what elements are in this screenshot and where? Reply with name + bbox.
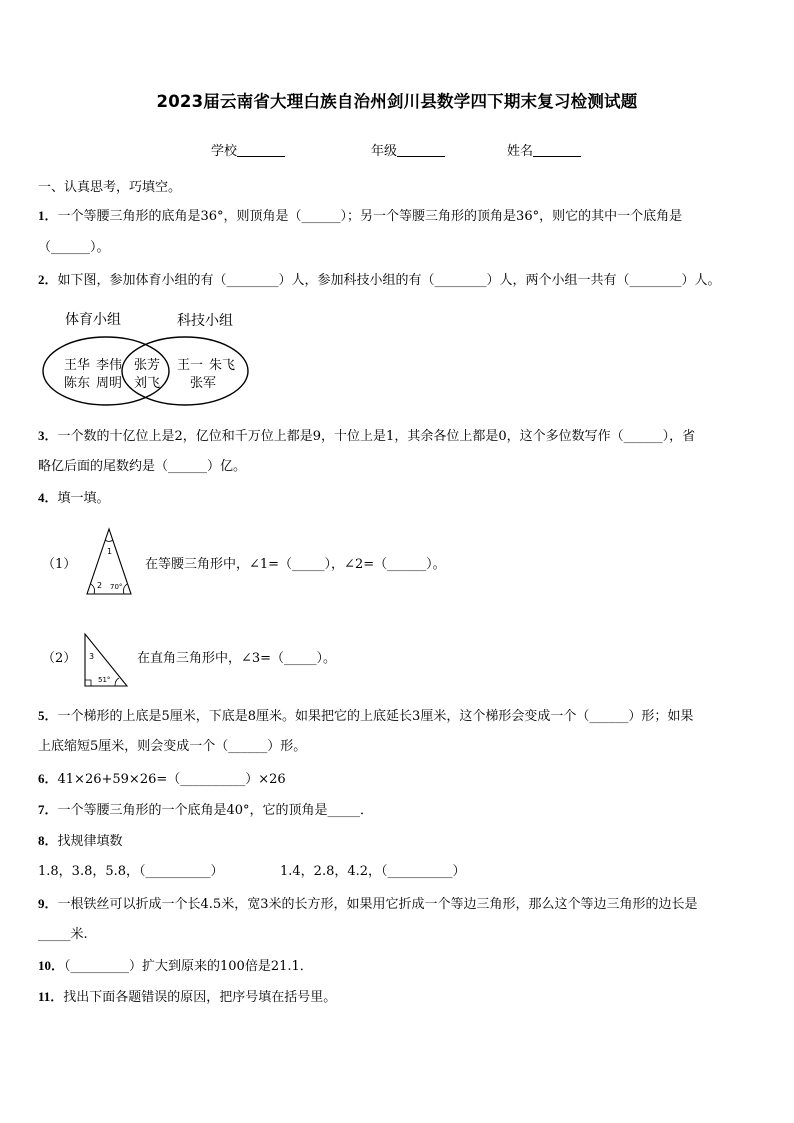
question-3-line1 <box>38 427 695 446</box>
question-number: 7． <box>38 802 58 817</box>
page-title: 2023届云南省大理白族自治州剑川县数学四下期末复习检测试题 <box>156 92 638 111</box>
venn-name: 王华 <box>64 358 91 373</box>
venn-name: 李伟 <box>96 358 123 373</box>
question-3-line2: 略亿后面的尾数约是（______）亿。 <box>38 459 247 474</box>
question-number: 8． <box>38 833 58 848</box>
angle-51-label: 51° <box>98 676 111 684</box>
question-text: 如下图，参加体育小组的有（________）人，参加科技小组的有（________）人，两个小组一共有（________）人。 <box>57 273 721 288</box>
question-text: 找规律填数 <box>57 834 123 849</box>
name-field <box>507 140 581 159</box>
question-number: 5． <box>38 708 58 723</box>
venn-left-label: 体育小组 <box>65 312 121 328</box>
question-8-sequence-2: 1.4，2.8，4.2，（__________） <box>280 864 466 879</box>
question-4-1-label: （1） <box>42 557 77 572</box>
venn-name: 张芳 <box>134 358 161 373</box>
question-number: 4． <box>38 490 58 505</box>
right-triangle-figure <box>83 632 129 688</box>
name-blank <box>533 143 581 157</box>
question-number: 6． <box>38 771 58 786</box>
question-5-line2: 上底缩短5厘米，则会变成一个（______）形。 <box>38 739 307 754</box>
question-7 <box>38 801 373 820</box>
question-text: 一个数的十亿位上是2，亿位和千万位上都是9，十位上是1，其余各位上都是0，这个多位数写作（______），省 <box>57 429 696 444</box>
question-6 <box>38 770 286 789</box>
question-number: 11． <box>38 989 64 1004</box>
grade-field <box>371 140 445 159</box>
question-2 <box>38 271 721 290</box>
angle-3-label: 3 <box>89 652 95 661</box>
question-number: 2． <box>38 272 58 287</box>
question-9-line2: _____米. <box>38 927 88 942</box>
grade-label: 年级 <box>371 144 398 159</box>
question-8-sequence-1: 1.8，3.8，5.8，（__________） <box>38 864 224 879</box>
question-text: 一个梯形的上底是5厘米，下底是8厘米。如果把它的上底延长3厘米，这个梯形会变成一个（______）形；如果 <box>57 709 694 724</box>
question-4 <box>38 489 110 508</box>
question-9-line1 <box>38 895 697 914</box>
venn-name: 王一 <box>177 358 204 373</box>
venn-name: 陈东 <box>64 376 91 391</box>
grade-blank <box>397 143 445 157</box>
question-8 <box>38 832 123 851</box>
question-10 <box>38 957 313 976</box>
question-4-1-text: 在等腰三角形中，∠1=（_____），∠2=（______）。 <box>145 557 446 572</box>
question-number: 10． <box>38 958 65 973</box>
question-text: 一个等腰三角形的一个底角是40°，它的顶角是_____． <box>57 803 374 818</box>
venn-name: 朱飞 <box>209 358 236 373</box>
question-text: （_________）扩大到原来的100倍是21.1． <box>64 959 313 974</box>
venn-name: 周明 <box>96 376 123 391</box>
venn-diagram <box>40 304 255 412</box>
angle-2-label: 2 <box>97 581 103 590</box>
question-5-line1 <box>38 707 693 726</box>
school-label: 学校 <box>211 144 238 159</box>
question-number: 3． <box>38 428 58 443</box>
question-text: 填一填。 <box>57 491 110 506</box>
question-text: 一根铁丝可以折成一个长4.5米，宽3米的长方形，如果用它折成一个等边三角形，那么这个等边三角形的边长是 <box>57 897 698 912</box>
question-1-line1 <box>38 207 682 226</box>
question-number: 9． <box>38 896 58 911</box>
angle-1-label: 1 <box>107 547 113 556</box>
question-number: 1． <box>38 208 58 223</box>
angle-70-label: 70° <box>110 583 123 591</box>
venn-name: 刘飞 <box>134 376 161 391</box>
question-11 <box>38 988 336 1007</box>
question-text: 41×26+59×26=（__________）×26 <box>57 772 286 787</box>
venn-name: 张军 <box>190 376 217 391</box>
school-blank <box>237 143 285 157</box>
name-label: 姓名 <box>507 144 534 159</box>
question-text: 一个等腰三角形的底角是36°，则顶角是（______）；另一个等腰三角形的顶角是36°，则它的其中一个底角是 <box>57 209 683 224</box>
question-4-2-label: （2） <box>42 651 77 666</box>
question-text: 找出下面各题错误的原因，把序号填在括号里。 <box>63 990 337 1005</box>
venn-right-label: 科技小组 <box>177 313 233 329</box>
question-1-line2: （______）。 <box>38 240 110 255</box>
isosceles-triangle-figure <box>84 526 134 598</box>
section-heading: 一、认真思考，巧填空。 <box>38 180 182 195</box>
question-4-2-text: 在直角三角形中，∠3=（_____）。 <box>137 651 337 666</box>
school-field <box>211 140 285 159</box>
